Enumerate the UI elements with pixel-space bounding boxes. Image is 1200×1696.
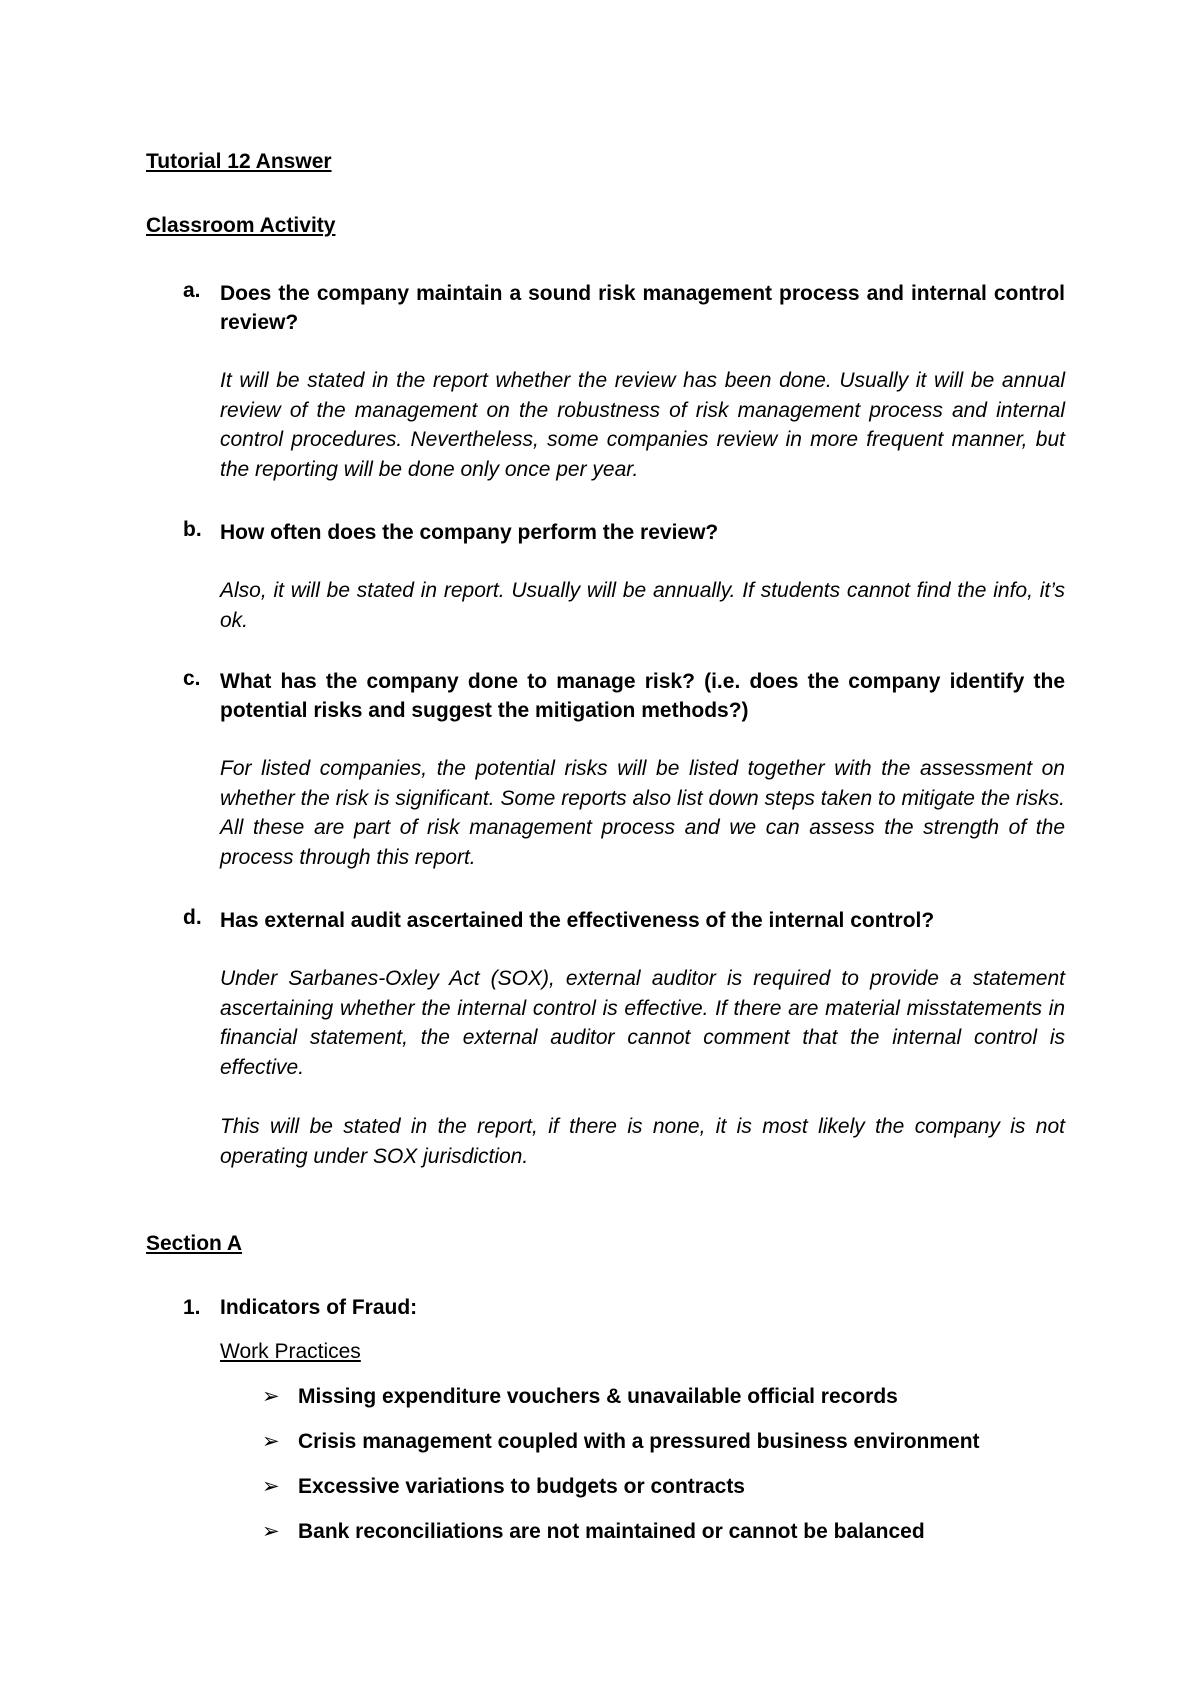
list-item bbox=[262, 1429, 980, 1454]
answer-d-paragraph-2: This will be stated in the report, if there is none, it is most likely the company is not operating under SOX jurisdiction. bbox=[220, 1115, 1065, 1168]
question-b: How often does the company perform the review? bbox=[220, 521, 719, 544]
arrowhead-bullet-icon: ➢ bbox=[262, 1520, 280, 1543]
answer-d-paragraph-1: Under Sarbanes-Oxley Act (SOX), external auditor is required to provide a statement ascertaining whether the internal control is effective. If there are material misstatements in financial statement, the external auditor cannot comment that the internal control is effective. bbox=[220, 967, 1065, 1079]
page-title: Tutorial 12 Answer bbox=[146, 150, 332, 173]
arrowhead-bullet-icon: ➢ bbox=[262, 1430, 280, 1453]
work-practices-heading: Work Practices bbox=[220, 1340, 361, 1363]
question-label-b: b. bbox=[183, 518, 202, 541]
answer-b: Also, it will be stated in report. Usually will be annually. If students cannot find the info, it’s ok. bbox=[220, 579, 1065, 632]
section-a-heading: Section A bbox=[146, 1232, 243, 1255]
answer-a: It will be stated in the report whether the review has been done. Usually it will be annual review of the management on the robustness of risk management process and internal control procedures. Nevertheless, some companies review in more frequent manner, but the reporting will be done only once per year. bbox=[220, 369, 1065, 481]
item-number-1: 1. bbox=[183, 1296, 201, 1319]
indicators-of-fraud-title: Indicators of Fraud: bbox=[220, 1296, 418, 1319]
list-item-text: Excessive variations to budgets or contracts bbox=[298, 1474, 745, 1498]
question-label-d: d. bbox=[183, 906, 202, 929]
arrowhead-bullet-icon: ➢ bbox=[262, 1475, 280, 1498]
question-d: Has external audit ascertained the effectiveness of the internal control? bbox=[220, 909, 935, 932]
list-item bbox=[262, 1474, 745, 1499]
question-c: What has the company done to manage risk? (i.e. does the company identify the potential risks and suggest the mitigation methods?) bbox=[220, 670, 1065, 722]
list-item-text: Missing expenditure vouchers & unavailable official records bbox=[298, 1384, 898, 1408]
list-item-text: Crisis management coupled with a pressured business environment bbox=[298, 1429, 980, 1453]
question-label-c: c. bbox=[183, 667, 201, 690]
list-item-text: Bank reconciliations are not maintained or cannot be balanced bbox=[298, 1519, 925, 1543]
list-item bbox=[262, 1519, 925, 1544]
answer-c: For listed companies, the potential risks will be listed together with the assessment on whether the risk is significant. Some reports also list down steps taken to mitigate the risks. All these are part of risk management process and we can assess the strength of the process through this report. bbox=[220, 757, 1065, 869]
question-a: Does the company maintain a sound risk management process and internal control review? bbox=[220, 282, 1065, 334]
list-item bbox=[262, 1384, 898, 1409]
arrowhead-bullet-icon: ➢ bbox=[262, 1385, 280, 1408]
question-label-a: a. bbox=[183, 279, 201, 302]
classroom-activity-heading: Classroom Activity bbox=[146, 214, 336, 237]
